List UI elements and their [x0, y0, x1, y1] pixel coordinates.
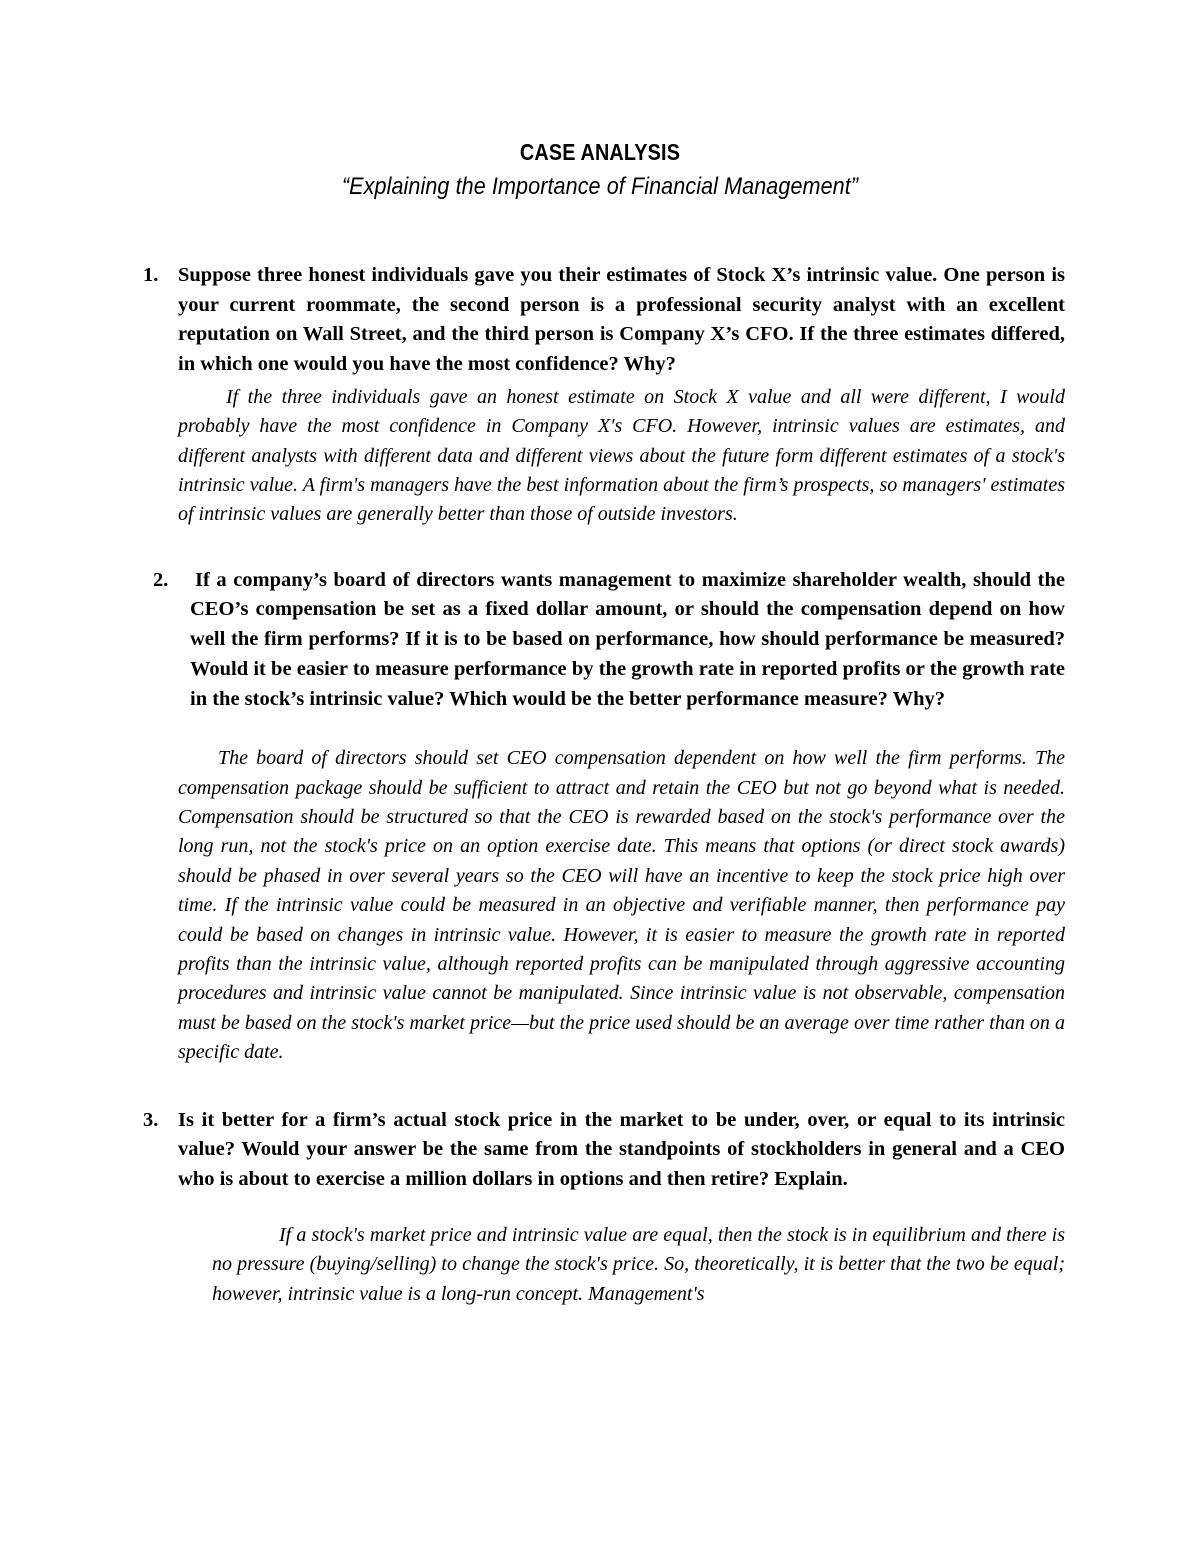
answer-text-1: If the three individuals gave an honest estimate on Stock X value and all were different, I would probably have the most confidence in Company X's CFO. However, intrinsic values are estimates, and different analysts with different data and different views about the future form different estimates of a stock's intrinsic value. A firm's managers have the best information about the firm’s prospects, so managers' estimates of intrinsic values are generally better than those of outside investors. — [178, 385, 1065, 526]
question-answer-item-1 — [135, 203, 1065, 530]
question-row-3 — [135, 1106, 1065, 1195]
page-subtitle: “Explaining the Importance of Financial Management” — [341, 173, 859, 201]
question-answer-item-2 — [135, 530, 1065, 1068]
answer-text-2: The board of directors should set CEO compensation dependent on how well the firm performs. The compensation package should be sufficient to attract and retain the CEO but not go beyond what is needed. Compensation should be structured so that the CEO is rewarded based on the stock's performance over the long run, not the stock's price on an option exercise date. This means that options (or direct stock awards) should be phased in over several years so the CEO will have an incentive to keep the stock price high over time. If the intrinsic value could be measured in an objective and verifiable manner, then performance pay could be based on changes in intrinsic value. However, it is easier to measure the growth rate in reported profits than the intrinsic value, although reported profits can be manipulated through aggressive accounting procedures and intrinsic value cannot be manipulated. Since intrinsic value is not observable, compensation must be based on the stock's market price—but the price used should be an average over time rather than on a specific date. — [178, 747, 1065, 1064]
document-content — [135, 0, 1065, 1309]
question-text-1: Suppose three honest individuals gave you their estimates of Stock X’s intrinsic value. One person is your current roommate, the second person is a professional security analyst with an excellent reputation on Wall Street, and the third person is Company X’s CFO. If the three estimates differed, in which one would you have the most confidence? Why? — [178, 263, 1065, 376]
question-text-2: If a company’s board of directors wants management to maximize shareholder wealth, should the CEO’s compensation be set as a fixed dollar amount, or should the compensation depend on how well the firm performs? If it is to be based on performance, how should performance be measured? Would it be easier to measure performance by the growth rate in reported profits or the growth rate in the stock’s intrinsic value? Which would be the better performance measure? Why? — [190, 568, 1065, 710]
title-block — [135, 0, 1065, 203]
question-answer-item-3 — [135, 1068, 1065, 1309]
question-row-1 — [135, 261, 1065, 380]
question-answer-list — [135, 203, 1065, 1309]
question-number-3: 3. — [143, 1108, 159, 1131]
question-row-2 — [135, 566, 1065, 715]
question-number-2: 2. — [153, 568, 169, 591]
page-title: CASE ANALYSIS — [519, 139, 681, 165]
question-number-1: 1. — [143, 263, 159, 286]
question-text-3: Is it better for a firm’s actual stock price in the market to be under, over, or equal to its intrinsic value? Would your answer be the same from the standpoints of stockholders in general and a CEO who is about to exercise a million dollars in options and then retire? Explain. — [178, 1108, 1065, 1191]
answer-text-3: If a stock's market price and intrinsic value are equal, then the stock is in equilibrium and there is no pressure (buying/selling) to change the stock's price. So, theoretically, it is better that the two be equal; however, intrinsic value is a long-run concept. Management's — [212, 1223, 1065, 1305]
